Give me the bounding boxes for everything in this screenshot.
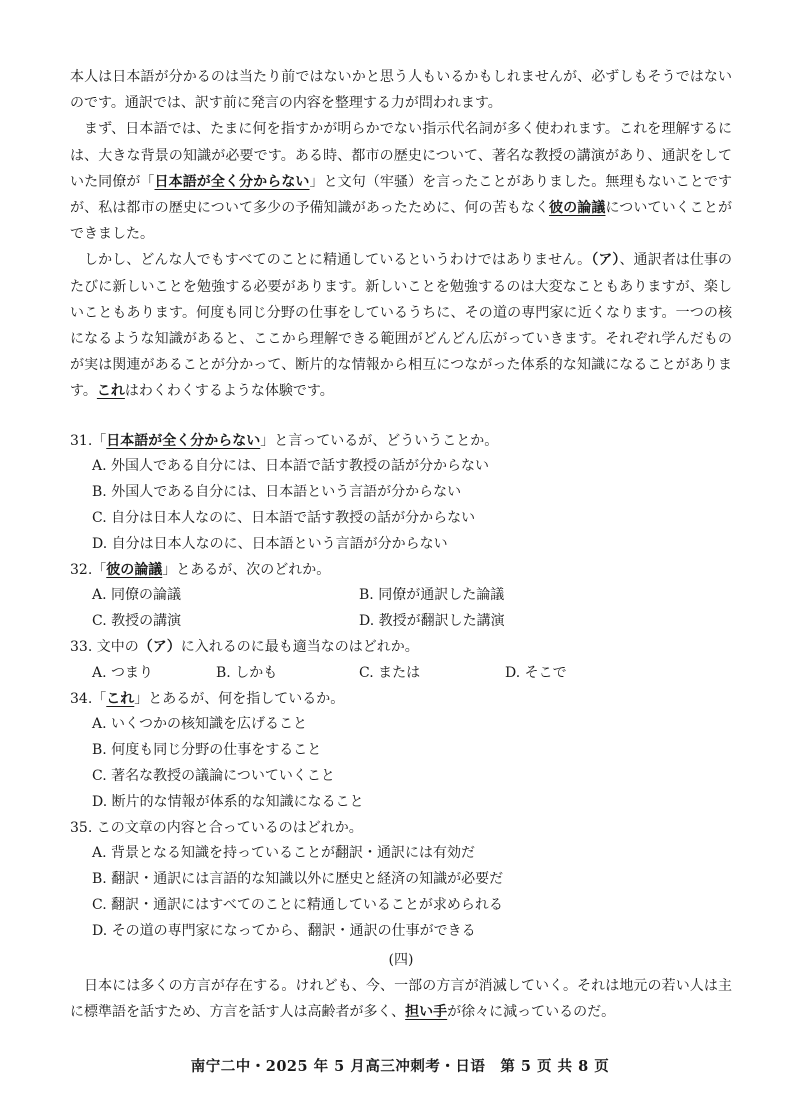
option-35d: D. その道の専門家になってから、翻訳・通訳の仕事ができる xyxy=(92,922,476,939)
option-35c: C. 翻訳・通訳にはすべてのことに精通していることが求められる xyxy=(92,896,503,913)
underlined-phrase: 日本語が全く分からない xyxy=(154,173,310,190)
page-footer: 南宁二中・2025 年 5 月高三冲刺考・日语 第 5 页 共 8 页 xyxy=(190,1058,610,1075)
paragraph-text: 」と文句（牢骚）を言ったことがありました。無理もないことですが、私は都市の歴史について多少の予備知識があったために、何の苦もなく xyxy=(70,173,733,217)
option-33a: A. つまり xyxy=(92,664,154,681)
paragraph-text: 日本には多くの方言が存在する。けれども、今、一部の方言が消滅していく。それは地元の若い人は主に標準語を話すため、方言を話す人は高齢者が多く、 xyxy=(70,977,732,1020)
option-31a: A. 外国人である自分には、日本語で話す教授の話が分からない xyxy=(92,458,490,475)
underlined-phrase: これ xyxy=(96,383,125,400)
option-34b: B. 何度も同じ分野の仕事をすること xyxy=(92,742,322,759)
question-31 xyxy=(70,429,732,455)
exam-page xyxy=(70,64,732,1025)
passage-paragraph-2 xyxy=(70,116,732,247)
question-32 xyxy=(70,558,732,584)
question-35: 35. この文章の内容と合っているのはどれか。 xyxy=(70,819,363,836)
options-row xyxy=(92,661,732,687)
option-34d: D. 断片的な情報が体系的な知識になること xyxy=(92,793,364,810)
paragraph-text: まず、日本語では、たまに何を指すかが明らかでない指示代名詞が多く使われます。これを理解するには、大きな背景の知識が必要です。ある時、都市の歴史について、著名な教授の講演があり、通訳をしていた同僚が「 xyxy=(70,121,732,190)
blank-marker: （ア） xyxy=(591,252,620,269)
underlined-phrase: 担い手 xyxy=(405,1003,448,1020)
paragraph-text: 本人は日本語が分かるのは当たり前ではないかと思う人もいるかもしれませんが、必ずしもそうではないのです。通訳では、訳す前に発言の内容を整理する力が問われます。 xyxy=(70,69,732,112)
next-passage-paragraph xyxy=(70,973,732,1025)
question-text: 」とあるが、何を指しているか。 xyxy=(134,690,345,707)
blank-marker: （ア） xyxy=(138,639,181,656)
paragraph-text: はわくわくするような体験です。 xyxy=(124,383,334,400)
option-31d: D. 自分は日本人なのに、日本語という言語が分からない xyxy=(92,535,448,552)
question-text: 」とあるが、次のどれか。 xyxy=(162,561,331,578)
question-number: 31.「 xyxy=(70,432,107,449)
option-33c: C. または xyxy=(359,664,421,681)
section-heading: (四) xyxy=(388,951,414,968)
question-33 xyxy=(70,635,732,661)
underlined-phrase: 彼の論議 xyxy=(549,200,606,217)
question-number: 32.「 xyxy=(70,561,107,578)
underlined-phrase: 彼の論議 xyxy=(106,561,163,578)
paragraph-text: しかし、どんな人でもすべてのことに精通しているというわけではありません。 xyxy=(84,252,592,269)
passage-paragraph-3 xyxy=(70,247,732,404)
option-34a: A. いくつかの核知識を広げること xyxy=(92,716,308,733)
question-number: 33. 文中の xyxy=(70,639,139,656)
passage-paragraph-1 xyxy=(70,64,732,116)
option-33d: D. そこで xyxy=(505,664,567,681)
option-34c: C. 著名な教授の議論についていくこと xyxy=(92,768,335,784)
option-35b: B. 翻訳・通訳には言語的な知識以外に歴史と経済の知識が必要だ xyxy=(92,871,504,888)
underlined-phrase: これ xyxy=(106,690,135,707)
question-34 xyxy=(70,687,732,713)
option-32c: C. 教授の講演 xyxy=(92,613,182,630)
question-text: 」と言っているが、どういうことか。 xyxy=(260,432,499,449)
option-32b: B. 同僚が通訳した論議 xyxy=(359,587,505,604)
paragraph-text: が徐々に減っているのだ。 xyxy=(447,1003,616,1020)
paragraph-text: についていくことができました。 xyxy=(70,200,733,243)
question-text: に入れるのに最も適当なのはどれか。 xyxy=(180,639,419,656)
question-list xyxy=(70,429,732,945)
options-row xyxy=(92,609,732,635)
question-number: 34.「 xyxy=(70,690,107,707)
option-32d: D. 教授が翻訳した講演 xyxy=(359,613,505,630)
paragraph-text: 、通訳者は仕事のたびに新しいことを勉強する必要があります。新しいことを勉強するのは大変なこともありますが、楽しいこともあります。何度も同じ分野の仕事をしているうちに、その道の専門家に近くなります。一つの核になるような知識があると、ここから理解できる範囲がどんどん広がっていきます。それぞれ学んだものが実は関連があることが分かって、断片的な情報から相互につながった体系的な知識になることがあります。 xyxy=(70,252,733,400)
option-31c: C. 自分は日本人なのに、日本語で話す教授の話が分からない xyxy=(92,510,476,527)
options-row xyxy=(92,583,732,609)
option-35a: A. 背景となる知識を持っていることが翻訳・通訳には有効だ xyxy=(92,845,476,862)
underlined-phrase: 日本語が全く分からない xyxy=(106,432,261,449)
option-33b: B. しかも xyxy=(216,664,278,681)
option-32a: A. 同僚の論議 xyxy=(92,587,182,604)
option-31b: B. 外国人である自分には、日本語という言語が分からない xyxy=(92,484,462,501)
